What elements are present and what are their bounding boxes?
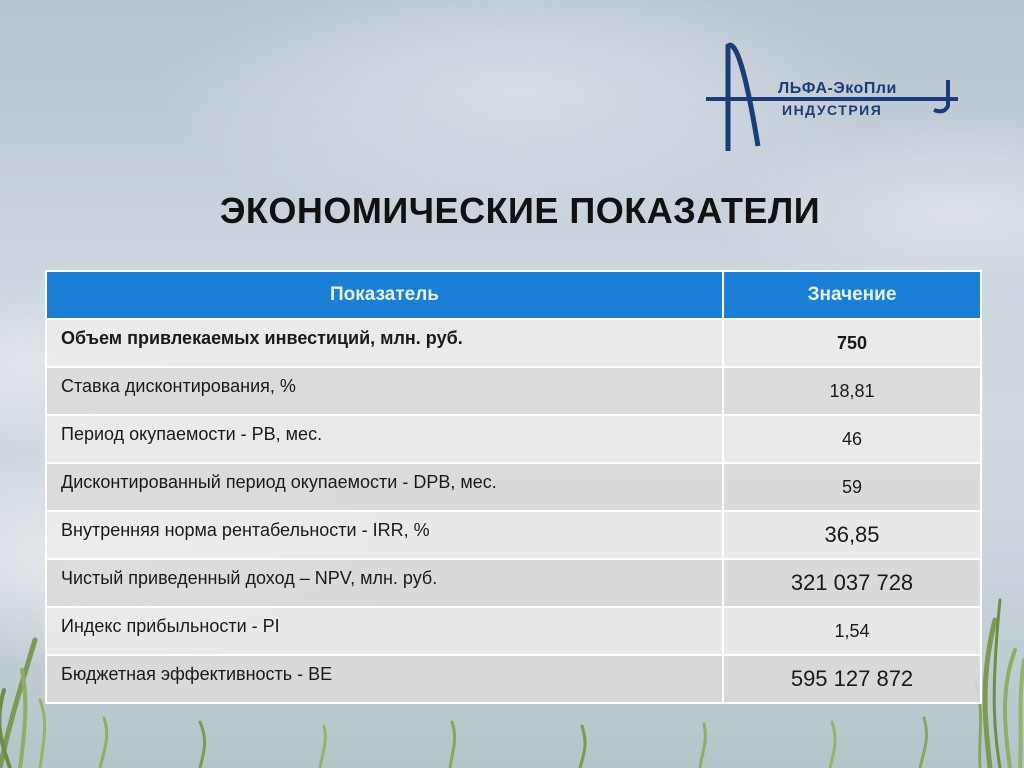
row-value: 18,81 [723,367,981,415]
row-value: 59 [723,463,981,511]
table-row [46,367,981,415]
page-title: ЭКОНОМИЧЕСКИЕ ПОКАЗАТЕЛИ [219,190,821,231]
company-logo [700,36,970,156]
logo-text-line1: ЛЬФА-ЭкоПли [778,80,897,97]
table-row [46,415,981,463]
indicators-table [45,270,982,704]
row-label: Ставка дисконтирования, % [46,367,723,415]
row-value: 750 [723,319,981,367]
row-value: 1,54 [723,607,981,655]
row-label: Чистый приведенный доход – NPV, млн. руб. [46,559,723,607]
table-row [46,319,981,367]
row-label: Внутренняя норма рентабельности - IRR, % [46,511,723,559]
table-header-row [46,271,981,319]
table-row [46,463,981,511]
table-row [46,511,981,559]
table-row [46,559,981,607]
column-header-indicator: Показатель [46,271,723,319]
row-value: 46 [723,415,981,463]
table-row [46,607,981,655]
row-value: 595 127 872 [723,655,981,703]
column-header-value: Значение [723,271,981,319]
row-label: Период окупаемости - PB, мес. [46,415,723,463]
row-value: 321 037 728 [723,559,981,607]
row-value: 36,85 [723,511,981,559]
row-label: Индекс прибыльности - PI [46,607,723,655]
logo-text-line2: ИНДУСТРИЯ [782,102,883,118]
row-label: Объем привлекаемых инвестиций, млн. руб. [46,319,723,367]
table-row [46,655,981,703]
row-label: Бюджетная эффективность - BE [46,655,723,703]
row-label: Дисконтированный период окупаемости - DPB, мес. [46,463,723,511]
